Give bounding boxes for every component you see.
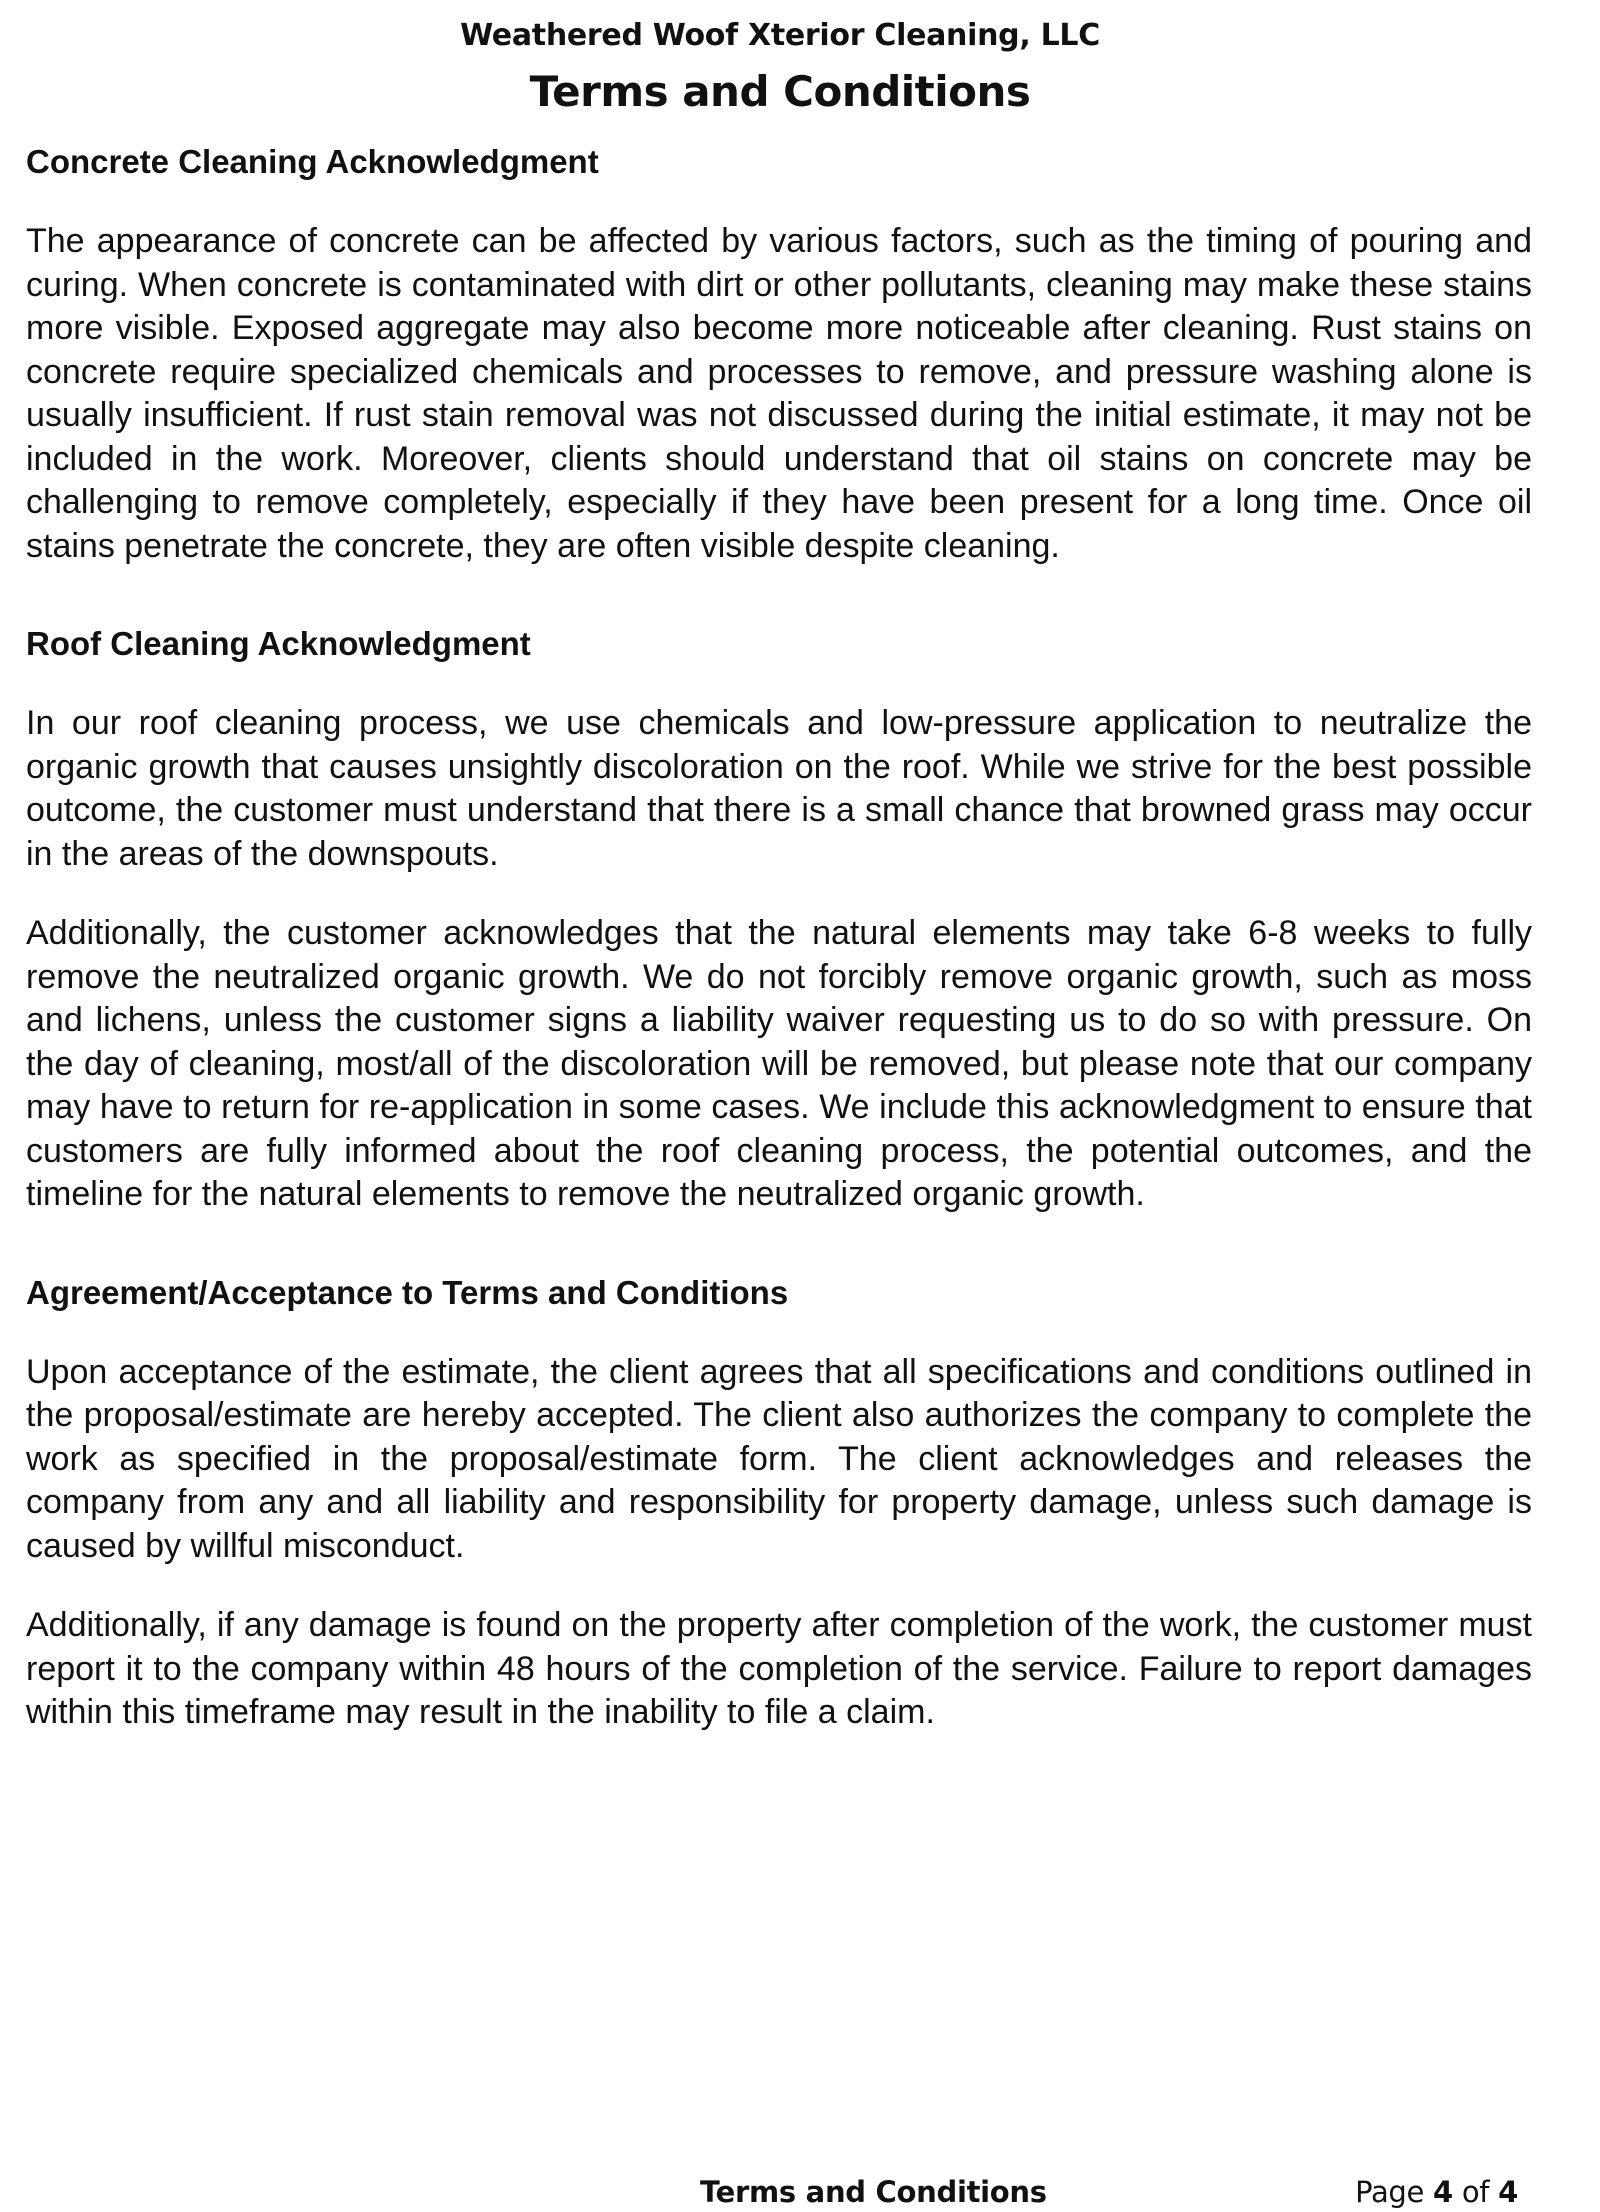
of-word: of <box>1461 2175 1490 2209</box>
paragraph-spacer <box>26 876 1532 912</box>
page-number <box>1355 2172 1518 2212</box>
paragraph-spacer <box>26 1568 1532 1604</box>
agreement-paragraph-2: Additionally, if any damage is found on the property after completion of the work, the customer must report it to the company within 48 hours of the completion of the service. Failure to report damages within this timeframe may result in the inability to file a claim. <box>26 1606 1532 1731</box>
page-word: Page <box>1355 2175 1425 2209</box>
page-current: 4 <box>1433 2175 1453 2209</box>
concrete-section-heading: Concrete Cleaning Acknowledgment <box>26 143 599 180</box>
page-title: Terms and Conditions <box>529 67 1031 116</box>
roof-section-heading: Roof Cleaning Acknowledgment <box>26 625 531 662</box>
section-spacer <box>26 1217 1532 1271</box>
agreement-paragraph-1: Upon acceptance of the estimate, the client agrees that all specifications and conditions outlined in the proposal/estimate are hereby accepted. The client also authorizes the company to complete the work as specified in the proposal/estimate form. The client acknowledges and releases the company from any and all liability and responsibility for property damage, unless such damage is caused by willful misconduct. <box>26 1352 1532 1565</box>
roof-paragraph-2: Additionally, the customer acknowledges that the natural elements may take 6-8 weeks to fully remove the neutralized organic growth. We do not forcibly remove organic growth, such as moss and lichens, unless the customer signs a liability waiver requesting us to do so with pressure. On the day of cleaning, most/all of the discoloration will be removed, but please note that our company may have to return for re-application in some cases. We include this acknowledgment to ensure that customers are fully informed about the roof cleaning process, the potential outcomes, and the timeline for the natural elements to remove the neutralized organic growth. <box>26 914 1532 1213</box>
section-spacer <box>26 568 1532 622</box>
footer-title: Terms and Conditions <box>700 2175 1047 2209</box>
company-name: Weathered Woof Xterior Cleaning, LLC <box>460 18 1100 53</box>
agreement-section-heading: Agreement/Acceptance to Terms and Conditions <box>26 1273 789 1311</box>
document-body <box>26 140 1532 1735</box>
roof-paragraph-1: In our roof cleaning process, we use chemicals and low-pressure application to neutralize the organic growth that causes unsightly discoloration on the roof. While we strive for the best possible outcome, the customer must understand that there is a small chance that browned grass may occur in the areas of the downspouts. <box>26 704 1532 873</box>
page-total: 4 <box>1498 2175 1518 2209</box>
concrete-paragraph: The appearance of concrete can be affected by various factors, such as the timing of pouring and curing. When concrete is contaminated with dirt or other pollutants, cleaning may make these stains more visible. Exposed aggregate may also become more noticeable after cleaning. Rust stains on concrete require specialized chemicals and processes to remove, and pressure washing alone is usually insufficient. If rust stain removal was not discussed during the initial estimate, it may not be included in the work. Moreover, clients should understand that oil stains on concrete may be challenging to remove completely, especially if they have been present for a long time. Once oil stains penetrate the concrete, they are often visible despite cleaning. <box>26 222 1532 565</box>
